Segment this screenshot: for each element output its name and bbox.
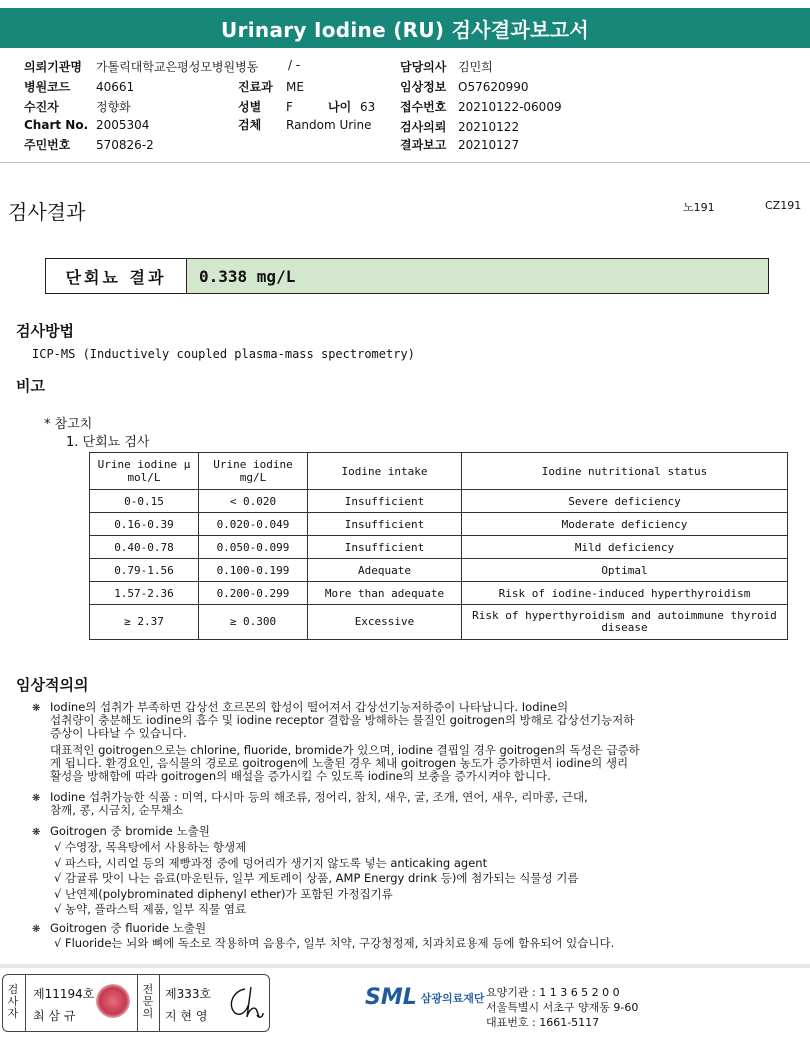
header-row-institution: 의뢰기관명 가톨릭대학교은평성모병원병동 (24, 60, 259, 74)
table-row (90, 582, 788, 605)
table-cell: 0.200-0.299 (199, 582, 308, 605)
signature-box (2, 974, 270, 1032)
clinical-paragraph-1: Iodine의 섭취가 부족하면 갑상선 호르몬의 합성이 떨어져서 갑상선기능저하증이 나타납니다. Iodine의 섭취량이 충분해도 iodine의 흡수 및 iodine receptor 결합을 방해하는 물질인 goitrogen의 방해로 갑상선기능저하 증상이 나타날 수 있습니다. (50, 700, 635, 740)
header-row-department: 진료과 ME (238, 80, 304, 94)
sml-logo-text: SML (365, 985, 417, 1010)
bullet-icon: ❋ (32, 793, 41, 804)
org-phone: 대표번호 : 1661-5117 (486, 1016, 600, 1029)
table-cell: Optimal (462, 559, 788, 582)
ward-value: / - (288, 58, 301, 72)
table-cell: Insufficient (308, 513, 462, 536)
reference-heading: * 참고치 (44, 417, 93, 432)
code-1: 노191 (683, 201, 715, 214)
header-row-receipt-no: 접수번호 20210122-06009 (400, 100, 562, 114)
method-text: ICP-MS (Inductively coupled plasma-mass spectrometry) (32, 347, 415, 361)
header-row-report-date: 결과보고 20210127 (400, 138, 520, 152)
code-2: CZ191 (765, 199, 802, 212)
table-cell: 0.100-0.199 (199, 559, 308, 582)
header-row-hospital-code: 병원코드 40661 (24, 80, 135, 94)
bullet-icon: ❋ (32, 827, 41, 838)
specialist-name: 지 현 영 (165, 1009, 208, 1023)
reference-table (89, 452, 788, 640)
header-row-resident-no: 주민번호 570826-2 (24, 138, 154, 152)
result-label: 단회뇨 결과 (46, 259, 187, 293)
table-cell: Risk of hyperthyroidism and autoimmune thyroid disease (462, 605, 788, 640)
table-row (90, 605, 788, 640)
remarks-heading: 비고 (16, 377, 45, 395)
table-header-cell: Iodine intake (308, 453, 462, 490)
inspector-id: 제11194호 (33, 987, 95, 1001)
result-box (45, 258, 769, 294)
table-header-cell: Urine iodine mg/L (199, 453, 308, 490)
list-item: √ 수영장, 목욕탕에서 사용하는 항생제 (54, 840, 247, 854)
list-item: √ 파스타, 시리얼 등의 제빵과정 중에 덩어리가 생기지 않도록 넣는 anticaking agent (54, 855, 488, 870)
care-institution-no: 요양기관 : 1 1 3 6 5 2 0 0 (486, 986, 620, 999)
clinical-paragraph-2: 대표적인 goitrogen으로는 chlorine, fluoride, bromide가 있으며, iodine 결핍일 경우 goitrogen의 독성은 급증하 게 됩니다. 환경요인, 음식물의 경로로 goitrogen에 노출된 경우 체내 goitrogen 농도가 증가하면서 iodine의 생리 활성을 방해함에 따라 goitrogen의 배설을 증가시킬 수 있도록 iodine의 보충을 증가시켜야 합니다. (50, 743, 640, 783)
table-row (90, 559, 788, 582)
table-header-row (90, 453, 788, 490)
header-row-chart-no: Chart No. 2005304 (24, 118, 150, 132)
bromide-list (54, 840, 578, 918)
table-header-cell: Iodine nutritional status (462, 453, 788, 490)
org-address: 서울특별시 서초구 양재동 9-60 (486, 1001, 639, 1014)
table-cell: Mild deficiency (462, 536, 788, 559)
header-row-request-date: 검사의뢰 20210122 (400, 120, 520, 134)
table-cell: 1.57-2.36 (90, 582, 199, 605)
list-item: √ 농약, 플라스틱 제품, 일부 직물 염료 (54, 902, 247, 916)
list-item: √ Fluoride는 뇌와 뼈에 독소로 작용하며 음용수, 일부 치약, 구강청정제, 치과치료용제 등에 함유되어 있습니다. (54, 936, 615, 950)
sml-logo (365, 985, 485, 1010)
table-cell: 0.050-0.099 (199, 536, 308, 559)
table-header-cell: Urine iodine μ mol/L (90, 453, 199, 490)
table-cell: ≥ 0.300 (199, 605, 308, 640)
bullet-icon: ❋ (32, 924, 41, 935)
table-cell: 0.79-1.56 (90, 559, 199, 582)
bromide-heading: Goitrogen 중 bromide 노출원 (50, 824, 210, 838)
table-cell: Adequate (308, 559, 462, 582)
list-item: √ 감귤류 맛이 나는 음료(마운틴듀, 일부 게토레이 상품, AMP Energy drink 등)에 첨가되는 식물성 기름 (54, 871, 579, 885)
table-cell: 0.16-0.39 (90, 513, 199, 536)
header-row-doctor: 담당의사 김민희 (400, 60, 493, 74)
clinical-heading: 임상적의의 (16, 676, 89, 694)
table-cell: Risk of iodine-induced hyperthyroidism (462, 582, 788, 605)
iodine-foods: Iodine 섭취가능한 식품 : 미역, 다시마 등의 해조류, 정어리, 참치, 새우, 굴, 조개, 연어, 새우, 리마콩, 근대, 참깨, 콩, 시금치, 순무채소 (50, 790, 588, 817)
table-row (90, 490, 788, 513)
table-cell: Excessive (308, 605, 462, 640)
table-cell: Insufficient (308, 490, 462, 513)
signature-icon (223, 983, 265, 1023)
table-cell: 0.020-0.049 (199, 513, 308, 536)
specialist-vertical-label: 전 문 의 (142, 983, 154, 1020)
header-row-sex: 성별 F (238, 100, 293, 114)
report-title: Urinary Iodine (RU) 검사결과보고서 (0, 8, 810, 48)
header-row-patient: 수진자 정향화 (24, 100, 131, 114)
table-row (90, 513, 788, 536)
bullet-icon: ❋ (32, 703, 41, 714)
method-heading: 검사방법 (16, 322, 74, 340)
header-row-specimen: 검체 Random Urine (238, 118, 372, 132)
table-row (90, 536, 788, 559)
result-value: 0.338 mg/L (187, 259, 768, 293)
table-cell: More than adequate (308, 582, 462, 605)
fluoride-heading: Goitrogen 중 fluoride 노출원 (50, 921, 207, 935)
fluoride-list (54, 937, 614, 950)
header-divider (0, 162, 810, 163)
header-row-clinical-info: 임상정보 O57620990 (400, 80, 529, 94)
seal-icon (96, 984, 130, 1018)
table-cell: < 0.020 (199, 490, 308, 513)
reference-subheading: 1. 단회뇨 검사 (66, 435, 150, 450)
table-cell: ≥ 2.37 (90, 605, 199, 640)
footer-divider (0, 964, 810, 968)
table-cell: Insufficient (308, 536, 462, 559)
inspector-vertical-label: 검 사 자 (7, 983, 19, 1020)
table-cell: 0-0.15 (90, 490, 199, 513)
specialist-id: 제333호 (165, 987, 212, 1001)
table-cell: 0.40-0.78 (90, 536, 199, 559)
inspector-name: 최 삼 규 (33, 1009, 76, 1023)
section-title: 검사결과 (8, 200, 86, 224)
table-cell: Severe deficiency (462, 490, 788, 513)
org-name: 삼광의료재단 (420, 991, 485, 1005)
table-cell: Moderate deficiency (462, 513, 788, 536)
header-row-age: 나이 63 (328, 100, 376, 114)
list-item: √ 난연제(polybrominated diphenyl ether)가 포함된 가정집기류 (54, 886, 393, 901)
